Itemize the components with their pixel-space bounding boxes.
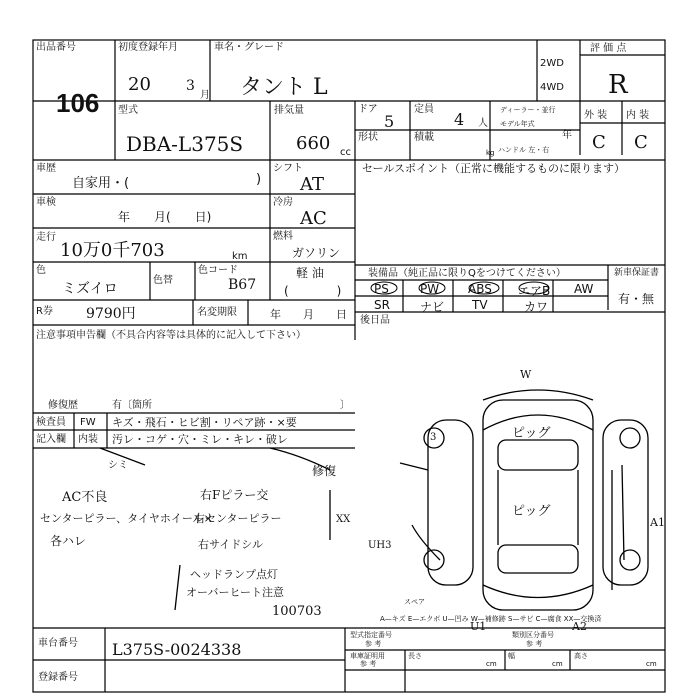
diagram-mark-pd2: ピッグ (512, 504, 551, 519)
history-paren: ) (256, 172, 262, 187)
name-change-label: 名変期限 (197, 307, 237, 318)
type-cert-label: 型式指定番号 (350, 631, 392, 639)
interior-label: 内 装 (626, 110, 650, 121)
color-value: ミズイロ (62, 281, 118, 297)
exterior-label: 外 装 (584, 110, 608, 121)
note-line-1: AC不良 (62, 490, 108, 505)
fuel-diesel: 軽 油 (296, 266, 324, 280)
repair-label: 修復歴 (48, 400, 78, 411)
mileage-value: 10万0千703 (60, 240, 165, 261)
vehicle-cert-ref: 参 考 (360, 660, 377, 668)
lot-label: 出品番号 (36, 42, 76, 53)
door-label: ドア (358, 104, 378, 115)
manual-label: 新車保証書 (614, 268, 660, 278)
model-code: DBA-L375S (126, 132, 244, 156)
equip-airbag: エアB (518, 284, 551, 298)
exterior-score: C (592, 132, 606, 153)
fuel-gas: ガソリン (292, 246, 341, 260)
eval-label: 評 価 点 (590, 43, 627, 54)
aircon-label: 冷房 (273, 197, 293, 208)
month-unit: 月 (200, 90, 210, 101)
inspector-row2: 汚レ・コゲ・穴・ミレ・キレ・破レ (112, 433, 288, 446)
mileage-label: 走行 (36, 232, 56, 243)
inspection-label: 車検 (36, 197, 56, 208)
diagram-mark-3: 3 (430, 432, 437, 443)
color-code: B67 (228, 277, 257, 293)
note-line-4: 右Fピラー交 (200, 488, 269, 502)
color-code-label: 色コード (198, 265, 238, 276)
capacity-unit: 人 (478, 118, 488, 129)
eval-score: R (608, 70, 628, 100)
post-label: 後日品 (360, 315, 390, 326)
year-unit: 年 (562, 130, 572, 141)
note-line-9: 100703 (272, 604, 322, 619)
history-value: 自家用・( (72, 176, 130, 191)
wd4-label: 4WD (540, 82, 564, 93)
note-line-3: 各ハレ (50, 534, 87, 548)
fuel-label: 燃料 (273, 231, 293, 242)
equipment-label: 装備品（純正品に限りQをつけてください） (368, 268, 566, 279)
chassis-value: L375S-0024338 (112, 640, 242, 659)
diagram-mark-a2: A2 (572, 620, 587, 633)
note-line-5: 右センターピラー (194, 512, 282, 525)
fuel-paren: ( ) (284, 284, 342, 298)
diagram-mark-a1: A1 (650, 516, 665, 529)
equip-aw: AW (574, 282, 594, 296)
note-line-7: ヘッドランプ点灯 (190, 568, 278, 581)
kg-unit: kg (486, 149, 495, 157)
note-line-6: 右サイドシル (198, 538, 263, 551)
inspection-value: 年 月( 日) (118, 210, 212, 224)
equip-navi: ナビ (420, 300, 445, 314)
category-ref: 参 考 (526, 640, 543, 648)
diagram-mark-u1: U1 (470, 620, 487, 633)
length-unit: cm (486, 660, 497, 668)
equipment-circles (360, 280, 570, 296)
displacement: 660 (296, 133, 331, 154)
load-label: 積載 (414, 132, 434, 143)
equip-sr: SR (374, 298, 390, 312)
aircon-value: AC (300, 208, 327, 229)
note-repaired: 修復 (312, 464, 337, 478)
shape-label: 形状 (358, 132, 378, 143)
inspector-note: シミ (108, 460, 128, 471)
capacity-label: 定員 (414, 104, 434, 115)
diagram-mark-w: W (520, 368, 532, 381)
recycle-label: R券 (36, 306, 53, 317)
reg-year: 20 (128, 74, 151, 95)
shift-value: AT (300, 174, 325, 195)
note-line-2: センターピラー、タイヤホイール× (40, 512, 213, 525)
name-change-value: 年 月 日 (270, 308, 347, 321)
type-cert-ref: 参 考 (365, 640, 382, 648)
damage-legend: A—キズ E—エクボ U—凹み W—補修跡 S—サビ C—腐食 XX—交換済 (380, 615, 602, 623)
dealer-label: ディーラー・並行 (500, 106, 556, 114)
diagram-mark-pd: ピッグ (512, 426, 551, 441)
repair-value: 有〔箇所 (112, 400, 152, 411)
inspector-row1: キズ・飛石・ヒビ割・リペア跡・×要 (112, 416, 297, 429)
spare-label: スペア (404, 598, 425, 606)
color-label: 色 (36, 265, 46, 276)
width-unit: cm (552, 660, 563, 668)
color-change-label: 色替 (153, 275, 173, 286)
door-value: 5 (384, 112, 395, 131)
inspector-fw: FW (80, 417, 96, 428)
handle-label: ハンドル 左・右 (498, 146, 550, 154)
km-unit: km (232, 251, 248, 262)
vehicle-cert-label: 車庫証明用 (350, 652, 385, 660)
lot-number: 106 (56, 88, 100, 118)
repair-close: 〕 (340, 400, 350, 411)
chassis-label: 車台番号 (38, 638, 78, 649)
model-label: 型式 (118, 105, 138, 116)
interior-score: C (634, 132, 648, 153)
model-year-label: モデル年式 (500, 120, 535, 128)
recycle-value: 9790円 (86, 306, 136, 322)
reg-month: 3 (186, 78, 195, 94)
note-line-8: オーバーヒート注意 (186, 586, 285, 599)
equip-ps: PS (374, 282, 389, 296)
height-label: 高さ (574, 652, 588, 660)
shift-label: シフト (273, 163, 303, 174)
category-label: 類別区分番号 (512, 631, 554, 639)
equip-leather: カワ (524, 300, 549, 314)
first-reg-label: 初度登録年月 (118, 42, 178, 53)
note-xx: XX (336, 514, 351, 525)
equip-pw: PW (420, 282, 440, 296)
manual-value: 有・無 (618, 292, 655, 306)
equip-tv: TV (472, 298, 488, 312)
car-name: タント L (240, 75, 328, 100)
notes-label: 注意事項申告欄（不具合内容等は具体的に記入して下さい） (36, 330, 306, 341)
length-label: 長さ (408, 652, 422, 660)
height-unit: cm (646, 660, 657, 668)
inspector-inner: 内装 (78, 434, 98, 445)
wd2-label: 2WD (540, 58, 564, 69)
inspector-label-1: 検査員 (36, 417, 66, 428)
diagram-mark-uh3: UH3 (368, 540, 392, 551)
reg-label: 登録番号 (38, 672, 78, 683)
inspector-label-2: 記入欄 (36, 434, 66, 445)
equip-abs: ABS (468, 282, 492, 296)
capacity-value: 4 (454, 110, 465, 129)
cc-unit: cc (340, 147, 351, 158)
history-label: 車歴 (36, 163, 56, 174)
disp-label: 排気量 (274, 105, 304, 116)
name-grade-label: 車名・グレード (214, 42, 284, 53)
width-label: 幅 (508, 652, 515, 660)
sales-label: セールスポイント（正常に機能するものに限ります） (362, 162, 626, 175)
